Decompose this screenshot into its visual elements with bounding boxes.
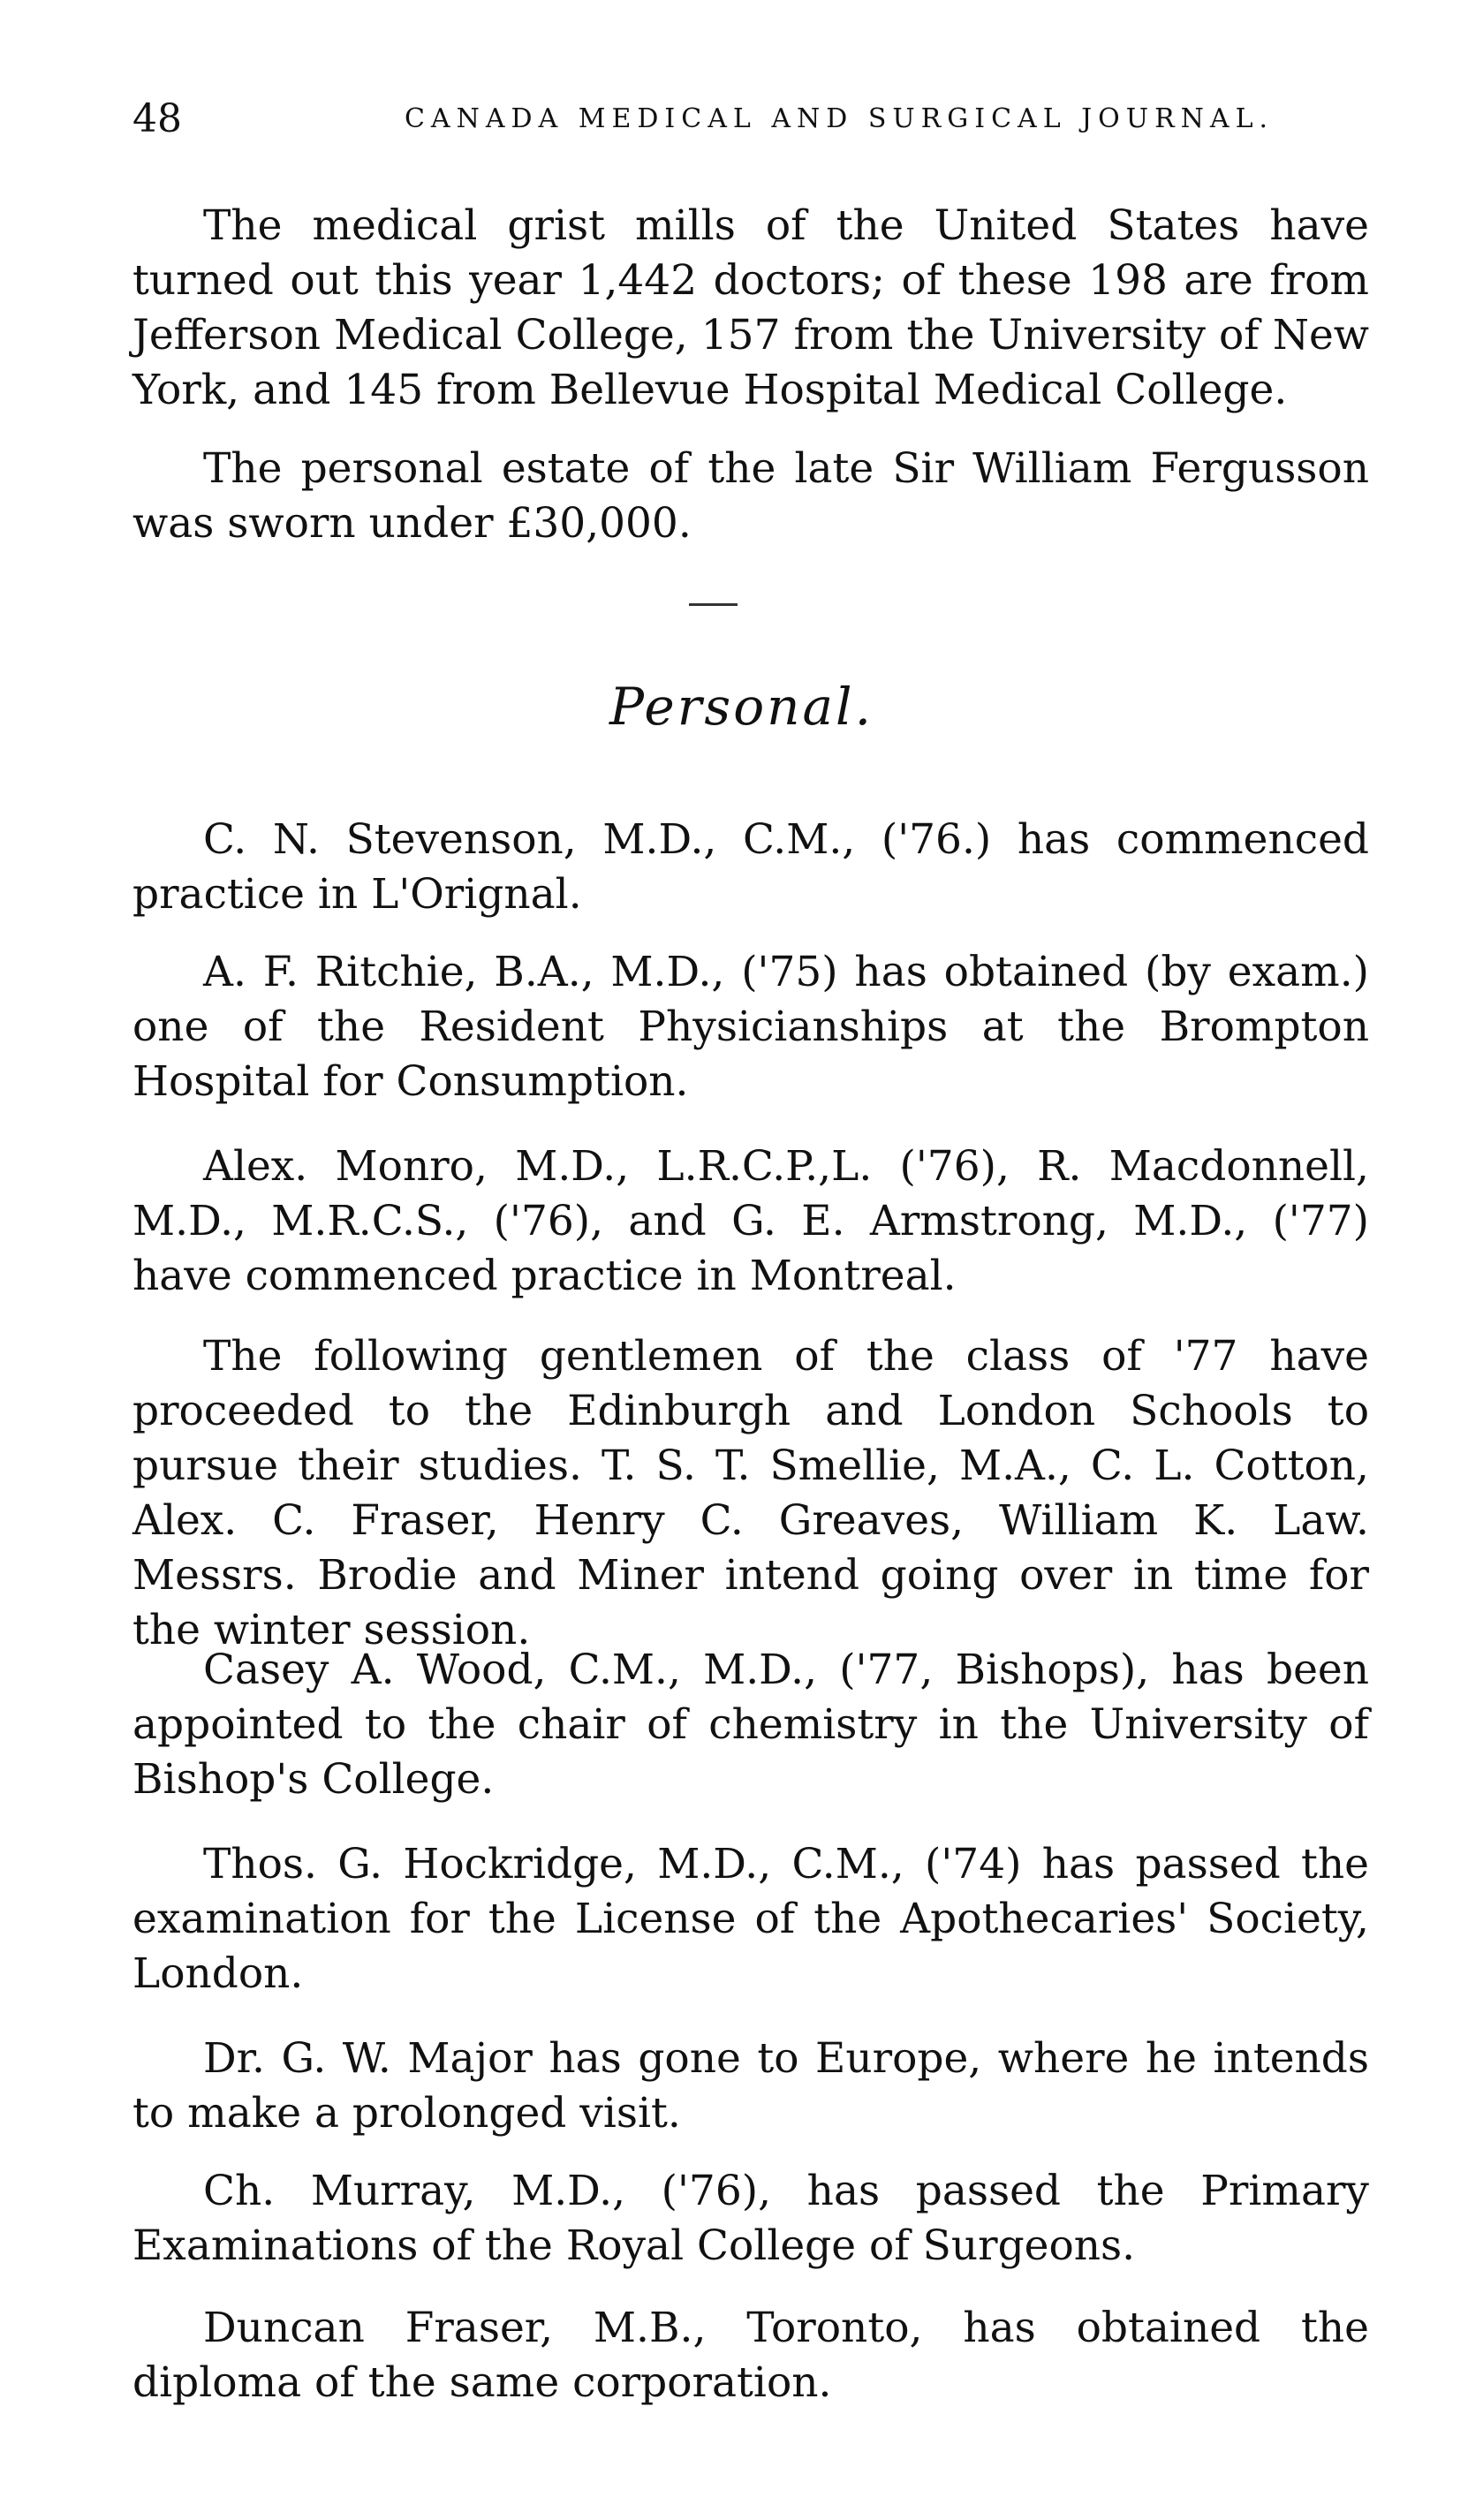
personal-item-stevenson: C. N. Stevenson, M.D., C.M., ('76.) has commenced practice in L'Orignal. bbox=[132, 815, 1369, 919]
personal-item-wood: Casey A. Wood, C.M., M.D., ('77, Bishops), has been appointed to the chair of chemistry in the University of Bishop's College. bbox=[132, 1646, 1369, 1804]
personal-item-class-of-77: The following gentlemen of the class of '77 have proceeded to the Edinburgh and London Schools to pursue their studies. T. S. T. Smellie, M.A., C. L. Cotton, Alex. C. Fraser, Henry C. Greaves, William K. Law. Messrs. Brodie and Miner intend going over in time for the winter session. bbox=[132, 1332, 1369, 1654]
section-divider bbox=[689, 603, 738, 606]
section-title: Personal. bbox=[609, 677, 874, 737]
journal-title: CANADA MEDICAL AND SURGICAL JOURNAL. bbox=[404, 103, 1275, 134]
page-number: 48 bbox=[132, 96, 182, 141]
personal-item-murray: Ch. Murray, M.D., ('76), has passed the Primary Examinations of the Royal College of Surgeons. bbox=[132, 2167, 1369, 2270]
personal-item-monro: Alex. Monro, M.D., L.R.C.P.,L. ('76), R. Macdonnell, M.D., M.R.C.S., ('76), and G. E. Armstrong, M.D., ('77) have commenced practice in Montreal. bbox=[132, 1142, 1369, 1300]
personal-item-ritchie: A. F. Ritchie, B.A., M.D., ('75) has obtained (by exam.) one of the Resident Physicianships at the Brompton Hospital for Consumption. bbox=[132, 948, 1369, 1106]
news-paragraph-fergusson-estate: The personal estate of the late Sir William Fergusson was sworn under £30,000. bbox=[132, 444, 1369, 548]
personal-item-fraser: Duncan Fraser, M.B., Toronto, has obtained the diploma of the same corporation. bbox=[132, 2304, 1369, 2407]
personal-item-major: Dr. G. W. Major has gone to Europe, where he intends to make a prolonged visit. bbox=[132, 2034, 1369, 2138]
personal-item-hockridge: Thos. G. Hockridge, M.D., C.M., ('74) has passed the examination for the License of the Apothecaries' Society, London. bbox=[132, 1840, 1369, 1998]
running-head bbox=[132, 93, 1369, 146]
news-paragraph-graduates: The medical grist mills of the United States have turned out this year 1,442 doctors; of these 198 are from Jefferson Medical College, 157 from the University of New York, and 145 from Bellevue Hospital Medical College. bbox=[132, 201, 1369, 414]
